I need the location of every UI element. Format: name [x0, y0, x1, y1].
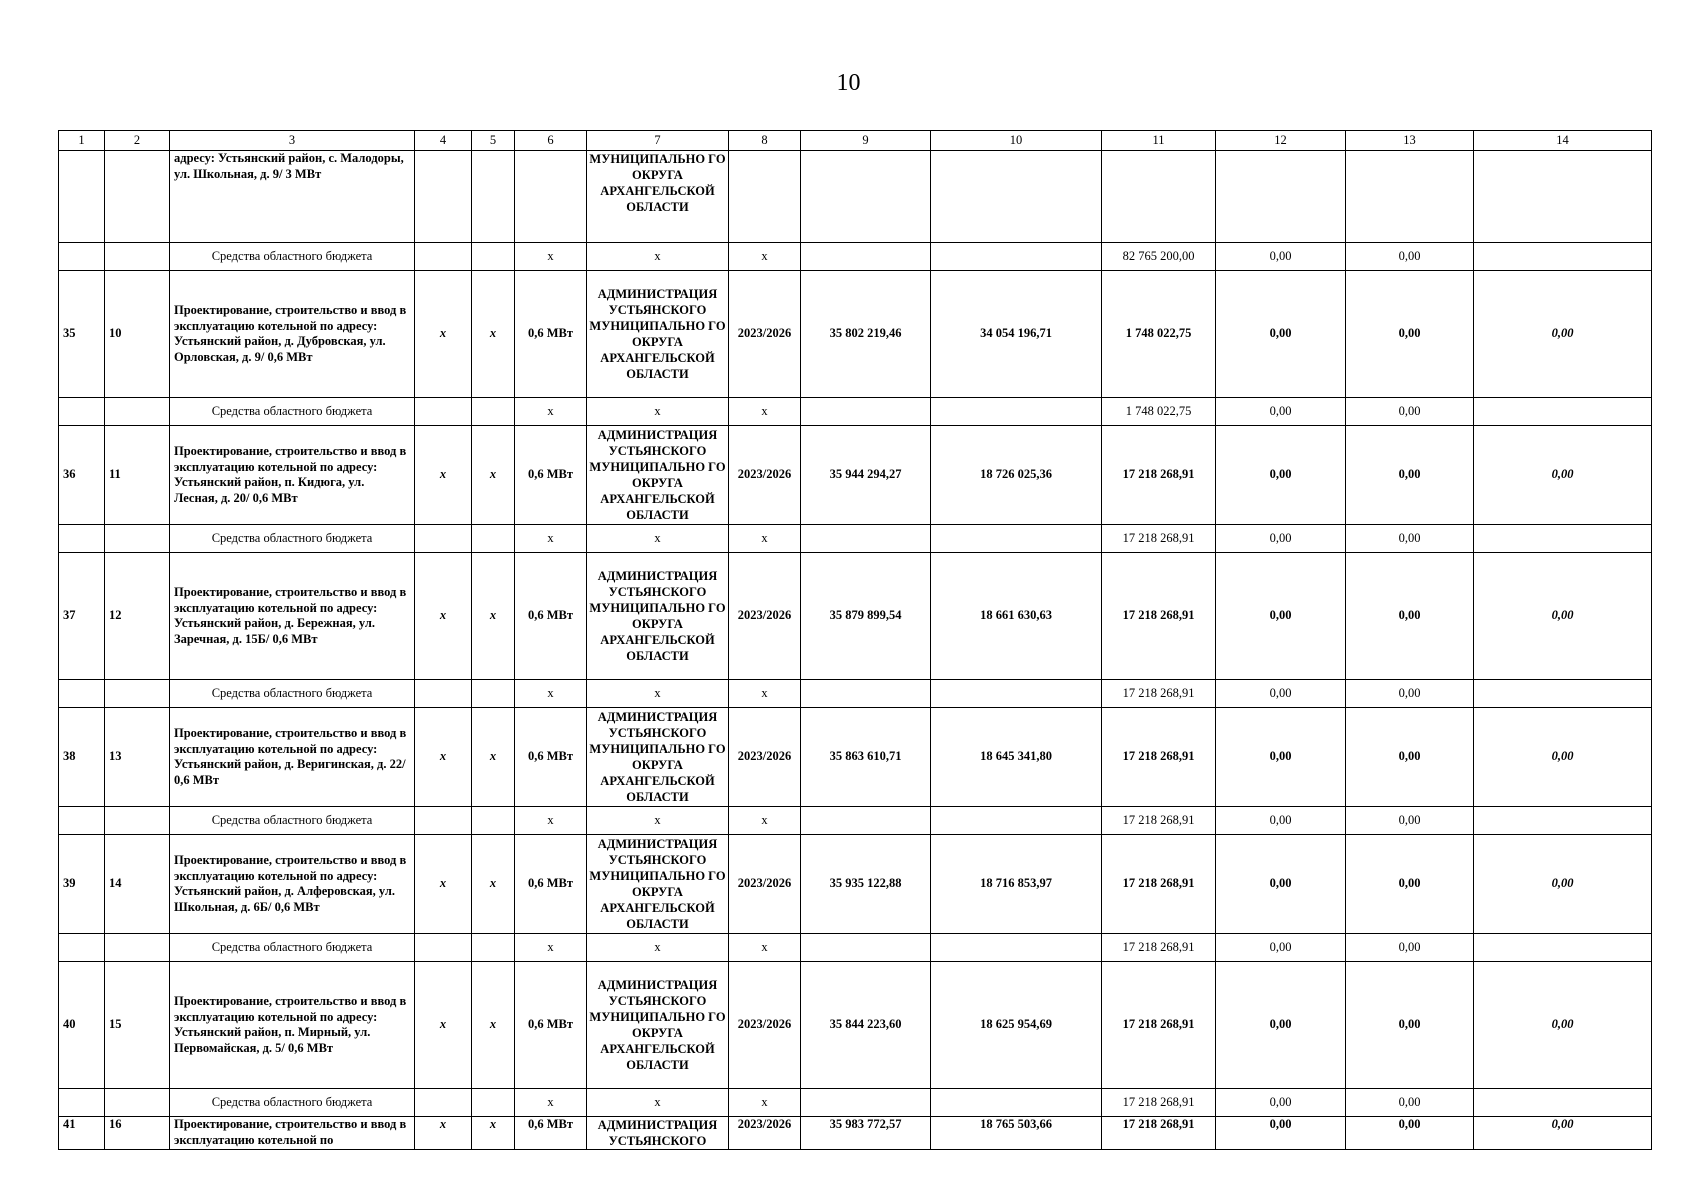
table-cell: х: [729, 934, 801, 962]
table-cell: 35 863 610,71: [801, 708, 931, 807]
table-cell: [729, 151, 801, 243]
table-row: [59, 151, 1652, 243]
table-cell: [1216, 151, 1346, 243]
table-cell: х: [415, 426, 472, 525]
table-cell: х: [515, 525, 587, 553]
table-cell: 0,00: [1346, 680, 1474, 708]
table-cell: 0,6 МВт: [515, 1117, 587, 1150]
table-cell: АДМИНИСТРАЦИЯ УСТЬЯНСКОГО МУНИЦИПАЛЬНО ГО ОКРУГА АРХАНГЕЛЬСКОЙ ОБЛАСТИ: [587, 553, 729, 680]
table-cell: Средства областного бюджета: [170, 934, 415, 962]
table-cell: 13: [105, 708, 170, 807]
col-header: 10: [931, 131, 1102, 151]
table-cell: х: [729, 243, 801, 271]
table-cell: [59, 807, 105, 835]
table-cell: 1 748 022,75: [1102, 398, 1216, 426]
table-cell: 0,00: [1346, 835, 1474, 934]
table-cell: 0,00: [1346, 243, 1474, 271]
table-cell: х: [472, 835, 515, 934]
table-row: [59, 553, 1652, 680]
table-row: [59, 708, 1652, 807]
table-cell: 0,00: [1474, 962, 1652, 1089]
table-cell: 15: [105, 962, 170, 1089]
table-cell: 10: [105, 271, 170, 398]
table-cell: 0,00: [1216, 553, 1346, 680]
table-cell: х: [515, 680, 587, 708]
table-cell: 0,00: [1216, 807, 1346, 835]
col-header: 4: [415, 131, 472, 151]
table-cell: 18 625 954,69: [931, 962, 1102, 1089]
table-cell: 0,00: [1346, 271, 1474, 398]
table-row: [59, 1117, 1652, 1150]
table-cell: [59, 680, 105, 708]
col-header: 6: [515, 131, 587, 151]
table-cell: [415, 934, 472, 962]
table-cell: [105, 934, 170, 962]
table-cell: АДМИНИСТРАЦИЯ УСТЬЯНСКОГО МУНИЦИПАЛЬНО ГО ОКРУГА АРХАНГЕЛЬСКОЙ ОБЛАСТИ: [587, 271, 729, 398]
table-cell: 0,00: [1216, 1089, 1346, 1117]
table-cell: [801, 807, 931, 835]
table-cell: 2023/2026: [729, 962, 801, 1089]
table-cell: [801, 1089, 931, 1117]
table-cell: 35 944 294,27: [801, 426, 931, 525]
table-cell: х: [587, 243, 729, 271]
table-cell: [415, 1089, 472, 1117]
table-cell: Средства областного бюджета: [170, 680, 415, 708]
budget-source-row: [59, 1089, 1652, 1117]
table-cell: [931, 934, 1102, 962]
table-cell: [472, 680, 515, 708]
table-cell: 0,00: [1346, 553, 1474, 680]
table-cell: [801, 398, 931, 426]
table-cell: Средства областного бюджета: [170, 243, 415, 271]
table-cell: 0,00: [1216, 426, 1346, 525]
table-cell: [59, 243, 105, 271]
budget-source-row: [59, 934, 1652, 962]
table-row: [59, 835, 1652, 934]
table-cell: 0,00: [1216, 398, 1346, 426]
table-cell: АДМИНИСТРАЦИЯ УСТЬЯНСКОГО МУНИЦИПАЛЬНО ГО ОКРУГА АРХАНГЕЛЬСКОЙ ОБЛАСТИ: [587, 708, 729, 807]
table-cell: х: [587, 680, 729, 708]
table-cell: 0,00: [1474, 708, 1652, 807]
table-cell: Проектирование, строительство и ввод в эксплуатацию котельной по адресу: Устьянский район, д. Бережная, ул. Заречная, д. 15Б/ 0,6 МВт: [170, 553, 415, 680]
table-cell: АДМИНИСТРАЦИЯ УСТЬЯНСКОГО МУНИЦИПАЛЬНО ГО ОКРУГА АРХАНГЕЛЬСКОЙ ОБЛАСТИ: [587, 835, 729, 934]
table-cell: 17 218 268,91: [1102, 553, 1216, 680]
table-cell: [931, 151, 1102, 243]
table-cell: адресу: Устьянский район, с. Малодоры, ул. Школьная, д. 9/ 3 МВт: [170, 151, 415, 243]
table-cell: х: [729, 680, 801, 708]
table-cell: 17 218 268,91: [1102, 1089, 1216, 1117]
table-cell: [415, 398, 472, 426]
table-cell: [59, 151, 105, 243]
col-header: 14: [1474, 131, 1652, 151]
table-cell: х: [415, 708, 472, 807]
table-cell: х: [515, 243, 587, 271]
table-cell: 0,00: [1216, 962, 1346, 1089]
table-cell: х: [587, 1089, 729, 1117]
table-cell: [1346, 151, 1474, 243]
table-cell: 2023/2026: [729, 835, 801, 934]
table-cell: 14: [105, 835, 170, 934]
table-cell: 2023/2026: [729, 426, 801, 525]
table-cell: [415, 151, 472, 243]
table-cell: [931, 243, 1102, 271]
table-cell: 0,00: [1216, 708, 1346, 807]
budget-source-row: [59, 398, 1652, 426]
table-cell: [801, 525, 931, 553]
table-cell: х: [415, 1117, 472, 1150]
table-cell: 17 218 268,91: [1102, 426, 1216, 525]
table-cell: [801, 934, 931, 962]
table-cell: Средства областного бюджета: [170, 1089, 415, 1117]
table-cell: [105, 807, 170, 835]
table-cell: 0,00: [1346, 426, 1474, 525]
table-cell: 0,6 МВт: [515, 835, 587, 934]
table-cell: [1474, 398, 1652, 426]
table-cell: 0,00: [1346, 807, 1474, 835]
col-header: 7: [587, 131, 729, 151]
table-cell: 0,00: [1346, 1089, 1474, 1117]
table-cell: [931, 398, 1102, 426]
table-cell: 0,00: [1346, 934, 1474, 962]
table-cell: [1474, 934, 1652, 962]
table-cell: [931, 525, 1102, 553]
table-cell: х: [729, 525, 801, 553]
table-cell: [472, 243, 515, 271]
table-cell: [472, 398, 515, 426]
table-cell: 34 054 196,71: [931, 271, 1102, 398]
table-cell: 0,00: [1216, 835, 1346, 934]
table-cell: х: [515, 398, 587, 426]
header-row: [59, 131, 1652, 151]
table-cell: [59, 934, 105, 962]
table-cell: х: [587, 398, 729, 426]
col-header: 13: [1346, 131, 1474, 151]
col-header: 1: [59, 131, 105, 151]
table-row: [59, 426, 1652, 525]
col-header: 8: [729, 131, 801, 151]
table-cell: 2023/2026: [729, 1117, 801, 1150]
budget-source-row: [59, 243, 1652, 271]
table-cell: Средства областного бюджета: [170, 525, 415, 553]
table-cell: х: [415, 962, 472, 1089]
table-cell: х: [415, 553, 472, 680]
table-cell: 0,6 МВт: [515, 708, 587, 807]
col-header: 2: [105, 131, 170, 151]
table-cell: [415, 680, 472, 708]
table-cell: АДМИНИСТРАЦИЯ УСТЬЯНСКОГО МУНИЦИПАЛЬНО ГО ОКРУГА АРХАНГЕЛЬСКОЙ ОБЛАСТИ: [587, 426, 729, 525]
table-cell: [1102, 151, 1216, 243]
table-cell: 35 802 219,46: [801, 271, 931, 398]
table-cell: 1 748 022,75: [1102, 271, 1216, 398]
table-cell: 16: [105, 1117, 170, 1150]
table-cell: [105, 151, 170, 243]
table-cell: 82 765 200,00: [1102, 243, 1216, 271]
table-cell: Проектирование, строительство и ввод в эксплуатацию котельной по адресу: Устьянский район, д. Алферовская, ул. Школьная, д. 6Б/ 0,6 МВт: [170, 835, 415, 934]
table-cell: 17 218 268,91: [1102, 807, 1216, 835]
col-header: 9: [801, 131, 931, 151]
table-cell: [415, 807, 472, 835]
table-cell: 40: [59, 962, 105, 1089]
table-row: [59, 962, 1652, 1089]
table-cell: 35 983 772,57: [801, 1117, 931, 1150]
table-cell: 18 716 853,97: [931, 835, 1102, 934]
table-row: [59, 271, 1652, 398]
table-cell: х: [587, 525, 729, 553]
table-cell: [1474, 525, 1652, 553]
table-cell: 0,6 МВт: [515, 962, 587, 1089]
table-cell: 17 218 268,91: [1102, 680, 1216, 708]
budget-source-row: [59, 807, 1652, 835]
table-cell: 0,00: [1346, 962, 1474, 1089]
table-cell: 0,00: [1474, 1117, 1652, 1150]
table-cell: 0,00: [1474, 835, 1652, 934]
col-header: 5: [472, 131, 515, 151]
table-cell: 12: [105, 553, 170, 680]
table-cell: 17 218 268,91: [1102, 525, 1216, 553]
table-cell: 0,00: [1346, 708, 1474, 807]
col-header: 3: [170, 131, 415, 151]
table-cell: Проектирование, строительство и ввод в эксплуатацию котельной по адресу: Устьянский район, п. Мирный, ул. Первомайская, д. 5/ 0,6 МВт: [170, 962, 415, 1089]
table-cell: х: [472, 1117, 515, 1150]
table-cell: 0,00: [1216, 243, 1346, 271]
table-cell: [472, 807, 515, 835]
table-cell: 0,00: [1216, 1117, 1346, 1150]
table-cell: [105, 1089, 170, 1117]
table-cell: 0,6 МВт: [515, 426, 587, 525]
table-cell: 17 218 268,91: [1102, 962, 1216, 1089]
table-cell: х: [729, 398, 801, 426]
table-cell: х: [472, 426, 515, 525]
table-cell: [105, 398, 170, 426]
table-cell: 2023/2026: [729, 271, 801, 398]
table-cell: х: [415, 835, 472, 934]
table-cell: [931, 680, 1102, 708]
table-cell: [415, 525, 472, 553]
page-number: 10: [836, 70, 861, 96]
table-cell: [472, 151, 515, 243]
budget-source-row: [59, 680, 1652, 708]
table-cell: 2023/2026: [729, 553, 801, 680]
table-cell: х: [415, 271, 472, 398]
table-cell: 36: [59, 426, 105, 525]
table-cell: [105, 243, 170, 271]
table-cell: 39: [59, 835, 105, 934]
table-cell: Средства областного бюджета: [170, 807, 415, 835]
table-cell: 17 218 268,91: [1102, 934, 1216, 962]
table-cell: 2023/2026: [729, 708, 801, 807]
table-cell: х: [515, 1089, 587, 1117]
table-cell: [801, 680, 931, 708]
table-cell: 18 726 025,36: [931, 426, 1102, 525]
table-cell: 0,00: [1216, 525, 1346, 553]
table-cell: х: [472, 271, 515, 398]
table-cell: 35 935 122,88: [801, 835, 931, 934]
table-cell: 0,00: [1346, 525, 1474, 553]
table-cell: 35: [59, 271, 105, 398]
table-cell: 35 879 899,54: [801, 553, 931, 680]
table-cell: [105, 525, 170, 553]
table-cell: 0,00: [1216, 934, 1346, 962]
table-cell: 0,00: [1474, 426, 1652, 525]
table-cell: 0,00: [1216, 271, 1346, 398]
table-cell: [1474, 807, 1652, 835]
table-cell: х: [587, 807, 729, 835]
table-cell: [931, 807, 1102, 835]
table-cell: 0,00: [1216, 680, 1346, 708]
table-cell: 18 765 503,66: [931, 1117, 1102, 1150]
table-cell: х: [729, 1089, 801, 1117]
budget-source-row: [59, 525, 1652, 553]
table-cell: 0,00: [1346, 398, 1474, 426]
table-body: [59, 131, 1652, 1150]
table-cell: [415, 243, 472, 271]
table-cell: 18 661 630,63: [931, 553, 1102, 680]
table-cell: [59, 398, 105, 426]
table-cell: х: [729, 807, 801, 835]
col-header: 11: [1102, 131, 1216, 151]
table-cell: 0,00: [1474, 553, 1652, 680]
table-cell: [59, 525, 105, 553]
table-cell: 17 218 268,91: [1102, 835, 1216, 934]
table-cell: 0,00: [1474, 271, 1652, 398]
table-cell: 17 218 268,91: [1102, 708, 1216, 807]
table-cell: 11: [105, 426, 170, 525]
table-cell: 0,6 МВт: [515, 553, 587, 680]
table-cell: [1474, 680, 1652, 708]
table-cell: Проектирование, строительство и ввод в эксплуатацию котельной по адресу: Устьянский район, д. Веригинская, д. 22/ 0,6 МВт: [170, 708, 415, 807]
table-cell: [472, 525, 515, 553]
table-cell: х: [472, 708, 515, 807]
table-cell: [1474, 151, 1652, 243]
table-cell: 0,00: [1346, 1117, 1474, 1150]
table-cell: х: [472, 553, 515, 680]
table-cell: [105, 680, 170, 708]
table-cell: 41: [59, 1117, 105, 1150]
program-table: [58, 130, 1652, 1150]
table-cell: 37: [59, 553, 105, 680]
table-cell: 17 218 268,91: [1102, 1117, 1216, 1150]
table-cell: [801, 151, 931, 243]
table-cell: х: [515, 934, 587, 962]
table-cell: Проектирование, строительство и ввод в эксплуатацию котельной по адресу: Устьянский район, п. Кидюга, ул. Лесная, д. 20/ 0,6 МВт: [170, 426, 415, 525]
table-cell: Проектирование, строительство и ввод в эксплуатацию котельной по: [170, 1117, 415, 1150]
table-cell: [1474, 243, 1652, 271]
table-cell: 38: [59, 708, 105, 807]
table-cell: [59, 1089, 105, 1117]
table-cell: 0,6 МВт: [515, 271, 587, 398]
table-cell: [801, 243, 931, 271]
table-cell: МУНИЦИПАЛЬНО ГО ОКРУГА АРХАНГЕЛЬСКОЙ ОБЛАСТИ: [587, 151, 729, 243]
table-cell: 18 645 341,80: [931, 708, 1102, 807]
table-cell: [472, 1089, 515, 1117]
table-cell: [472, 934, 515, 962]
table-cell: Средства областного бюджета: [170, 398, 415, 426]
table-cell: [1474, 1089, 1652, 1117]
table-cell: х: [587, 934, 729, 962]
table-cell: Проектирование, строительство и ввод в эксплуатацию котельной по адресу: Устьянский район, д. Дубровская, ул. Орловская, д. 9/ 0,6 МВт: [170, 271, 415, 398]
table-cell: х: [472, 962, 515, 1089]
col-header: 12: [1216, 131, 1346, 151]
table-cell: х: [515, 807, 587, 835]
table-cell: 35 844 223,60: [801, 962, 931, 1089]
table-cell: АДМИНИСТРАЦИЯ УСТЬЯНСКОГО МУНИЦИПАЛЬНО ГО ОКРУГА АРХАНГЕЛЬСКОЙ ОБЛАСТИ: [587, 962, 729, 1089]
table-cell: [515, 151, 587, 243]
table-cell: АДМИНИСТРАЦИЯ УСТЬЯНСКОГО: [587, 1117, 729, 1150]
table-cell: [931, 1089, 1102, 1117]
